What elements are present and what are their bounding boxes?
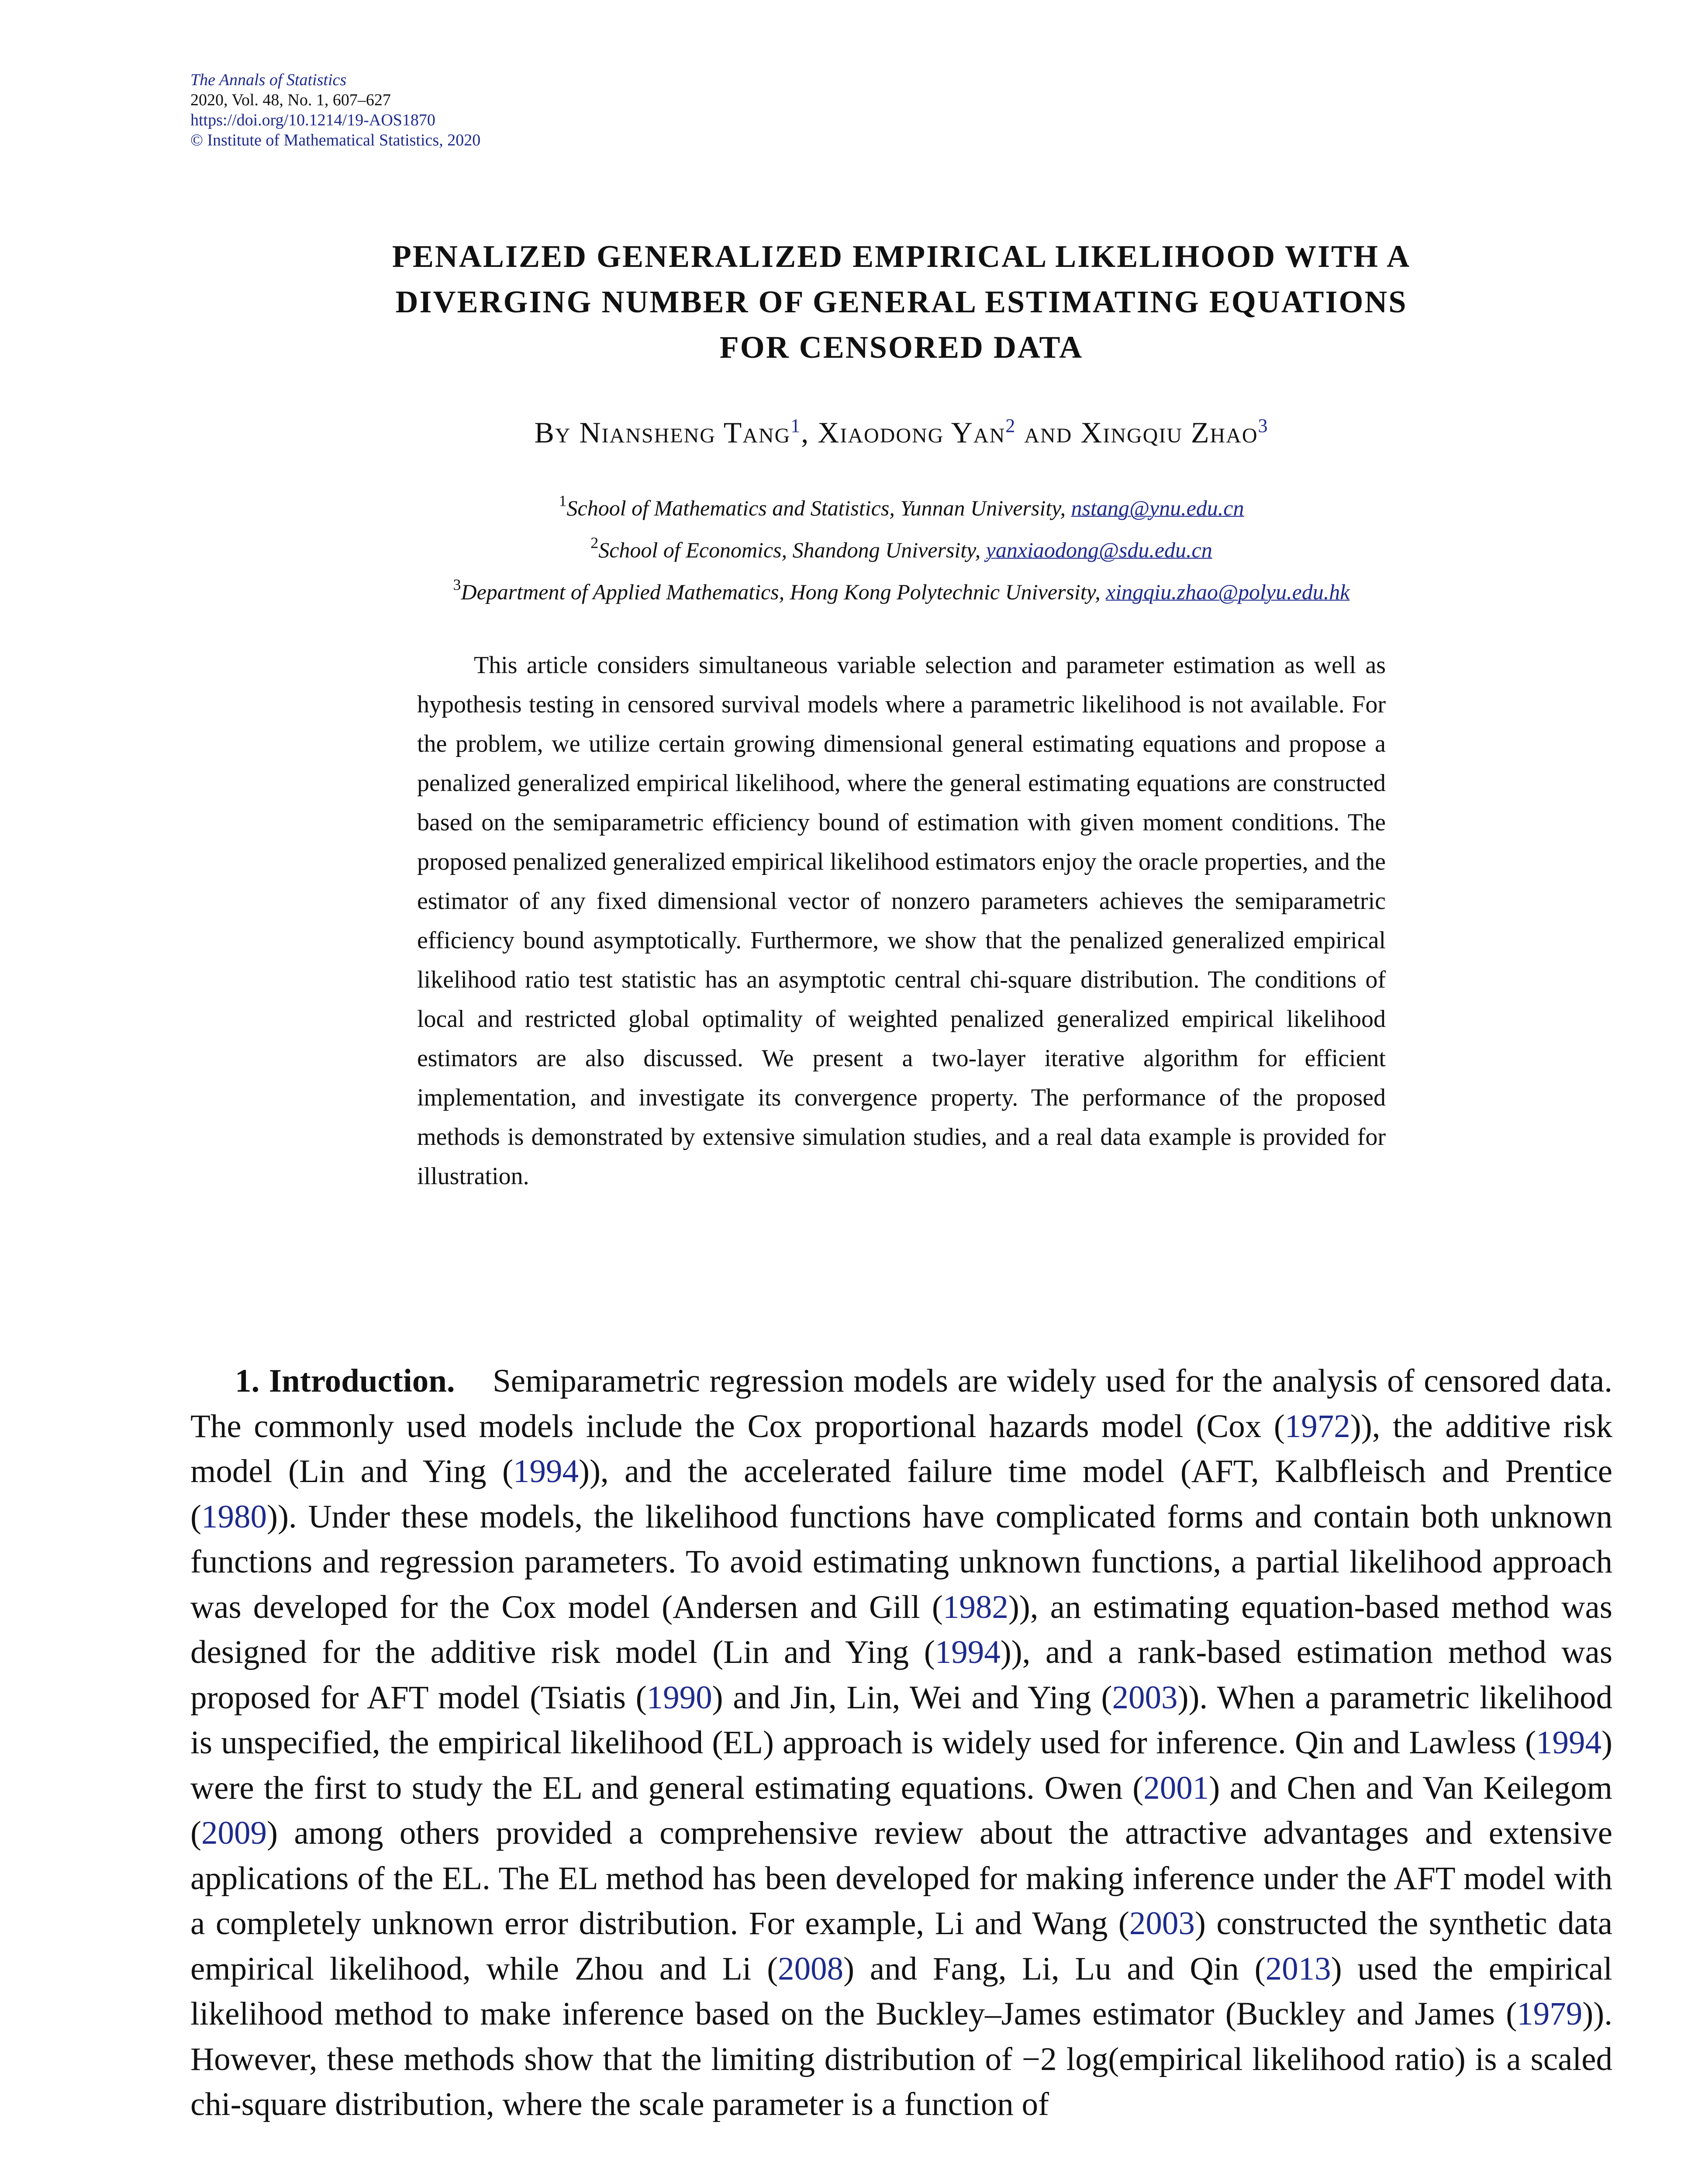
journal-volume: 2020, Vol. 48, No. 1, 607–627 — [190, 91, 391, 109]
author-name: Xiaodong Yan — [818, 416, 1006, 449]
journal-name[interactable]: The Annals of Statistics — [190, 71, 347, 89]
author-line: By Niansheng Tang$^1$, Xiaodong Yan$^2$ and Xingqiu Zhao$^3$ — [534, 415, 1269, 449]
affiliation-marker[interactable]: 1 — [790, 415, 801, 436]
copyright-link[interactable]: © Institute of Mathematical Statistics, 2020 — [190, 131, 481, 149]
citation-link[interactable]: 2003 — [1129, 1905, 1195, 1942]
email-link[interactable]: xingqiu.zhao@polyu.edu.hk — [1106, 580, 1350, 604]
abstract: This article considers simultaneous variable selection and parameter estimation as well as hypothesis testing in censored survival models where a parametric likelihood is not available. For the problem, we utilize certain growing dimensional general estimating equations and propose a penalized generalized empirical likelihood, where the general estimating equations are constructed based on the semiparametric efficiency bound of estimation with given moment conditions. The proposed penalized generalized empirical likelihood estimators enjoy the oracle properties, and the estimator of any fixed dimensional vector of nonzero parameters achieves the semiparametric efficiency bound asymptotically. Furthermore, we show that the penalized generalized empirical likelihood ratio test statistic has an asymptotic central chi-square distribution. The conditions of local and restricted global optimality of weighted penalized generalized empirical likelihood estimators are also discussed. We present a two-layer iterative algorithm for efficient implementation, and investigate its convergence property. The performance of the proposed methods is demonstrated by extensive simulation studies, and a real data example is provided for illustration. — [417, 652, 1386, 1190]
journal-header — [190, 70, 480, 150]
by-label: By — [534, 416, 571, 449]
author-name: Niansheng Tang — [579, 416, 791, 449]
citation-link[interactable]: 1979 — [1517, 1996, 1583, 2032]
citation-link[interactable]: 1990 — [646, 1679, 712, 1716]
affiliation: $^2$School of Economics, Shandong University, yanxiaodong@sdu.edu.cn — [590, 534, 1212, 562]
citation-link[interactable]: 1994 — [1536, 1724, 1602, 1761]
section-heading: 1. Introduction. — [235, 1363, 455, 1399]
citation-link[interactable]: 1980 — [201, 1498, 267, 1535]
citation-link[interactable]: 1994 — [935, 1634, 1001, 1670]
author-name: Xingqiu Zhao — [1080, 416, 1258, 449]
affiliation-marker[interactable]: 2 — [1005, 415, 1016, 436]
citation-link[interactable]: 1994 — [513, 1453, 579, 1489]
paper-title — [192, 234, 1611, 370]
affiliations — [192, 487, 1611, 613]
citation-link[interactable]: 1982 — [942, 1589, 1008, 1625]
email-link[interactable]: yanxiaodong@sdu.edu.cn — [986, 538, 1212, 562]
introduction-paragraph: 1. Introduction. Semiparametric regression models are widely used for the analysis of censored data. The commonly used models include the Cox proportional hazards model (Cox (1972)), the additive risk model (Lin and Ying (1994)), and the accelerated failure time model (AFT, Kalbfleisch and Prentice (1980)). Under these models, the likelihood functions have complicated forms and contain both unknown functions and regression parameters. To avoid estimating unknown functions, a partial likelihood approach was developed for the Cox model (Andersen and Gill (1982)), an estimating equation-based method was designed for the additive risk model (Lin and Ying (1994)), and a rank-based estimation method was proposed for AFT model (Tsiatis (1990) and Jin, Lin, Wei and Ying (2003)). When a parametric likelihood is unspecified, the empirical likelihood (EL) approach is widely used for inference. Qin and Lawless (1994) were the first to study the EL and general estimating equations. Owen (2001) and Chen and Van Keilegom (2009) among others provided a comprehensive review about the attractive advantages and extensive applications of the EL. The EL method has been developed for making inference under the AFT model with a completely unknown error distribution. For example, Li and Wang (2003) constructed the synthetic data empirical likelihood, while Zhou and Li (2008) and Fang, Li, Lu and Qin (2013) used the empirical likelihood method to make inference based on the Buckley–James estimator (Buckley and James (1979)). However, these methods show that the limiting distribution of −2 log(empirical likelihood ratio) is a scaled chi-square distribution, where the scale parameter is a function of — [190, 1363, 1613, 2122]
title-line: FOR CENSORED DATA — [719, 330, 1084, 365]
citation-link[interactable]: 2003 — [1112, 1679, 1178, 1716]
citation-link[interactable]: 2013 — [1265, 1950, 1331, 1987]
title-line: DIVERGING NUMBER OF GENERAL ESTIMATING EQUATIONS — [395, 284, 1408, 319]
email-link[interactable]: nstang@ynu.edu.cn — [1071, 496, 1244, 520]
affiliation: $^3$Department of Applied Mathematics, Hong Kong Polytechnic University, xingqiu.zhao@polyu.edu.hk — [453, 576, 1350, 604]
affiliation-marker[interactable]: 3 — [1258, 415, 1269, 436]
title-line: PENALIZED GENERALIZED EMPIRICAL LIKELIHOOD WITH A — [392, 239, 1411, 274]
citation-link[interactable]: 1972 — [1284, 1408, 1350, 1444]
affiliation: $^1$School of Mathematics and Statistics, Yunnan University, nstang@ynu.edu.cn — [559, 492, 1244, 520]
citation-link[interactable]: 2001 — [1143, 1769, 1209, 1806]
and-label: and — [1024, 416, 1073, 449]
citation-link[interactable]: 2008 — [778, 1950, 844, 1987]
doi-link[interactable]: https://doi.org/10.1214/19-AOS1870 — [190, 111, 435, 129]
citation-link[interactable]: 2009 — [201, 1815, 267, 1851]
